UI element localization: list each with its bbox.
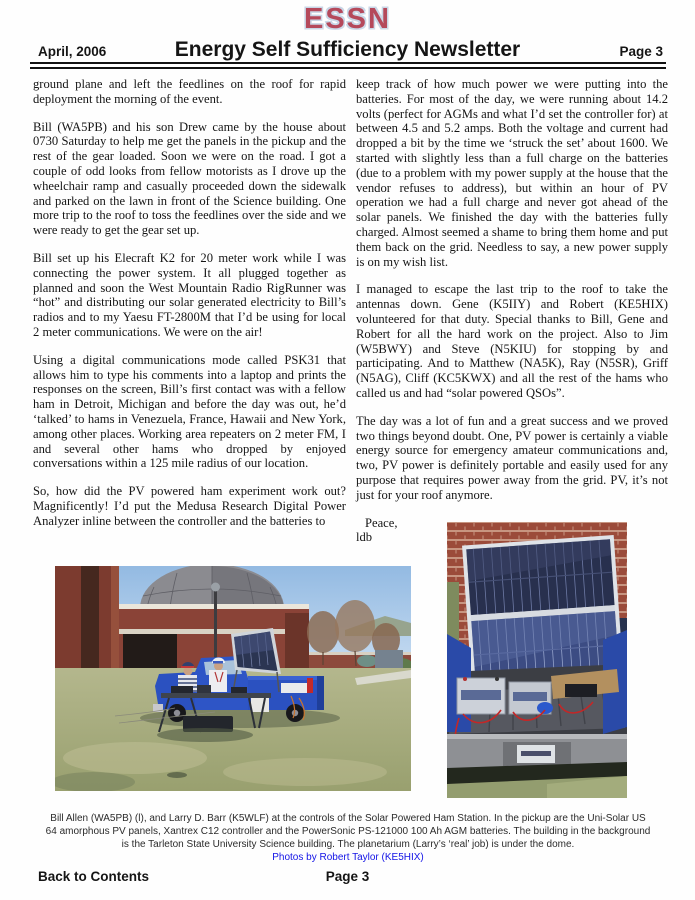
newsletter-title: Energy Self Sufficiency Newsletter [174,38,521,61]
signature-line: ldb [356,530,373,545]
photo-caption [45,812,651,864]
agm-batteries [457,677,551,714]
right-photo [447,522,627,798]
blue-component [537,702,553,714]
newsletter-logo: ESSN [304,3,391,35]
page-number-header: Page 3 [619,44,663,59]
paragraph: Bill set up his Elecraft K2 for 20 meter work while I was connecting the power system. It all plugged together as planned and soon the West Mountain Radio RigRunner was “hot” and distributing our solar generated electricity to Bill’s radios and to my Yaesu FT-2800M that I’d be using for local 2 meter communications. We were on the air! [33,250,346,339]
issue-date: April, 2006 [38,44,107,59]
paragraph: Bill (WA5PB) and his son Drew came by the house about 0730 Saturday to help me get the panels in the pickup and the rest of the gear loaded. Soon we were on the road. I got a couple of odd looks from fellow motorists as I drove up the wheelchair ramp and casually proceeded down the sidewalk and parked on the lawn in front of the Science building. One more trip to the roof to toss the feedlines over the side and we were ready to get the gear set up. [33,119,346,238]
photo-caption-text: Bill Allen (WA5PB) (l), and Larry D. Barr (K5WLF) at the controls of the Solar Powered Ham Station. In the pickup are the Uni-Solar US 64 amorphous PV panels, Xantrex C12 controller and the PowerSonic PS-121000 100 Ah AGM batteries. The building in the background is the Tarleton State University Science building. The planetarium (Larry’s ‘real’ job) is under the dome. [45,813,651,850]
paragraph: keep track of how much power we were putting into the batteries. For most of the day, we were running about 14.2 volts (perfect for AGMs and what I’d set the controller for) at between 4.5 and 5.2 amps. Both the voltage and current had dropped a bit by the time we ‘struck the set’ about 1600. We started with slightly less than a full charge on the batteries (due to a problem with my power supply at the house that the vendor refuses to address), but within an hour of PV operation we had a full charge and never got ahead of the solar panels. We finished the day with the batteries fully charged. Almost seemed a shame to bring them home and put them back on the grid. Needless to say, a new power supply is on my wish list. [356,77,668,269]
signature-line: Peace, [365,515,398,530]
right-column [356,77,668,545]
paragraph: ground plane and left the feedlines on the roof for rapid deployment the morning of the event. [33,77,346,106]
paragraph: So, how did the PV powered ham experiment work out? Magnificently! I’d put the Medusa Research Digital Power Analyzer inline between the controller and the batteries to [33,484,346,528]
left-column [33,77,346,529]
paragraph: Using a digital communications mode called PSK31 that allows him to type his comments into a laptop and prints the responses on the screen, Bill’s first contact was with a fellow ham in Detroit, Michigan and before the day was out, he’d ‘talked’ to hams in Venezuela, France, Hawaii and New York, among other places. Working area repeaters on 2 meter FM, I and several other hams who dropped by enjoyed conversations within a 125 mile radius of our location. [33,352,346,471]
paragraph: I managed to escape the last trip to the roof to take the antennas down. Gene (K5IIY) and Robert (KE5HIX) volunteered for that duty. Special thanks to Bill, Gene and Robert for all the hard work on the project. Also to Jim (W5BWY) and Steve (N5KIU) for stopping by and participating. And to Matthew (NA5K), Ray (N5SR), Griff (N5AG), Cliff (KC5KWX) and all the rest of the hams who called us and had “solar powered QSOs”. [356,282,668,400]
charge-controller [565,684,597,697]
paragraph: The day was a lot of fun and a great success and we proved two things beyond doubt. One, PV power is certainly a viable energy source for emergency amateur communications and, two, PV power is definitely portable and easily used for any purpose that requires power away from the grid. PV, it’s not just for your roof anymore. [356,413,668,502]
header-rule [30,62,666,69]
left-photo-illustration [55,566,411,791]
right-photo-illustration [447,522,627,798]
back-to-contents-link[interactable]: Back to Contents [38,869,150,884]
left-photo [55,566,411,791]
page-number-footer: Page 3 [325,869,370,884]
photo-credit-link[interactable]: Photos by Robert Taylor (KE5HIX) [272,852,424,863]
